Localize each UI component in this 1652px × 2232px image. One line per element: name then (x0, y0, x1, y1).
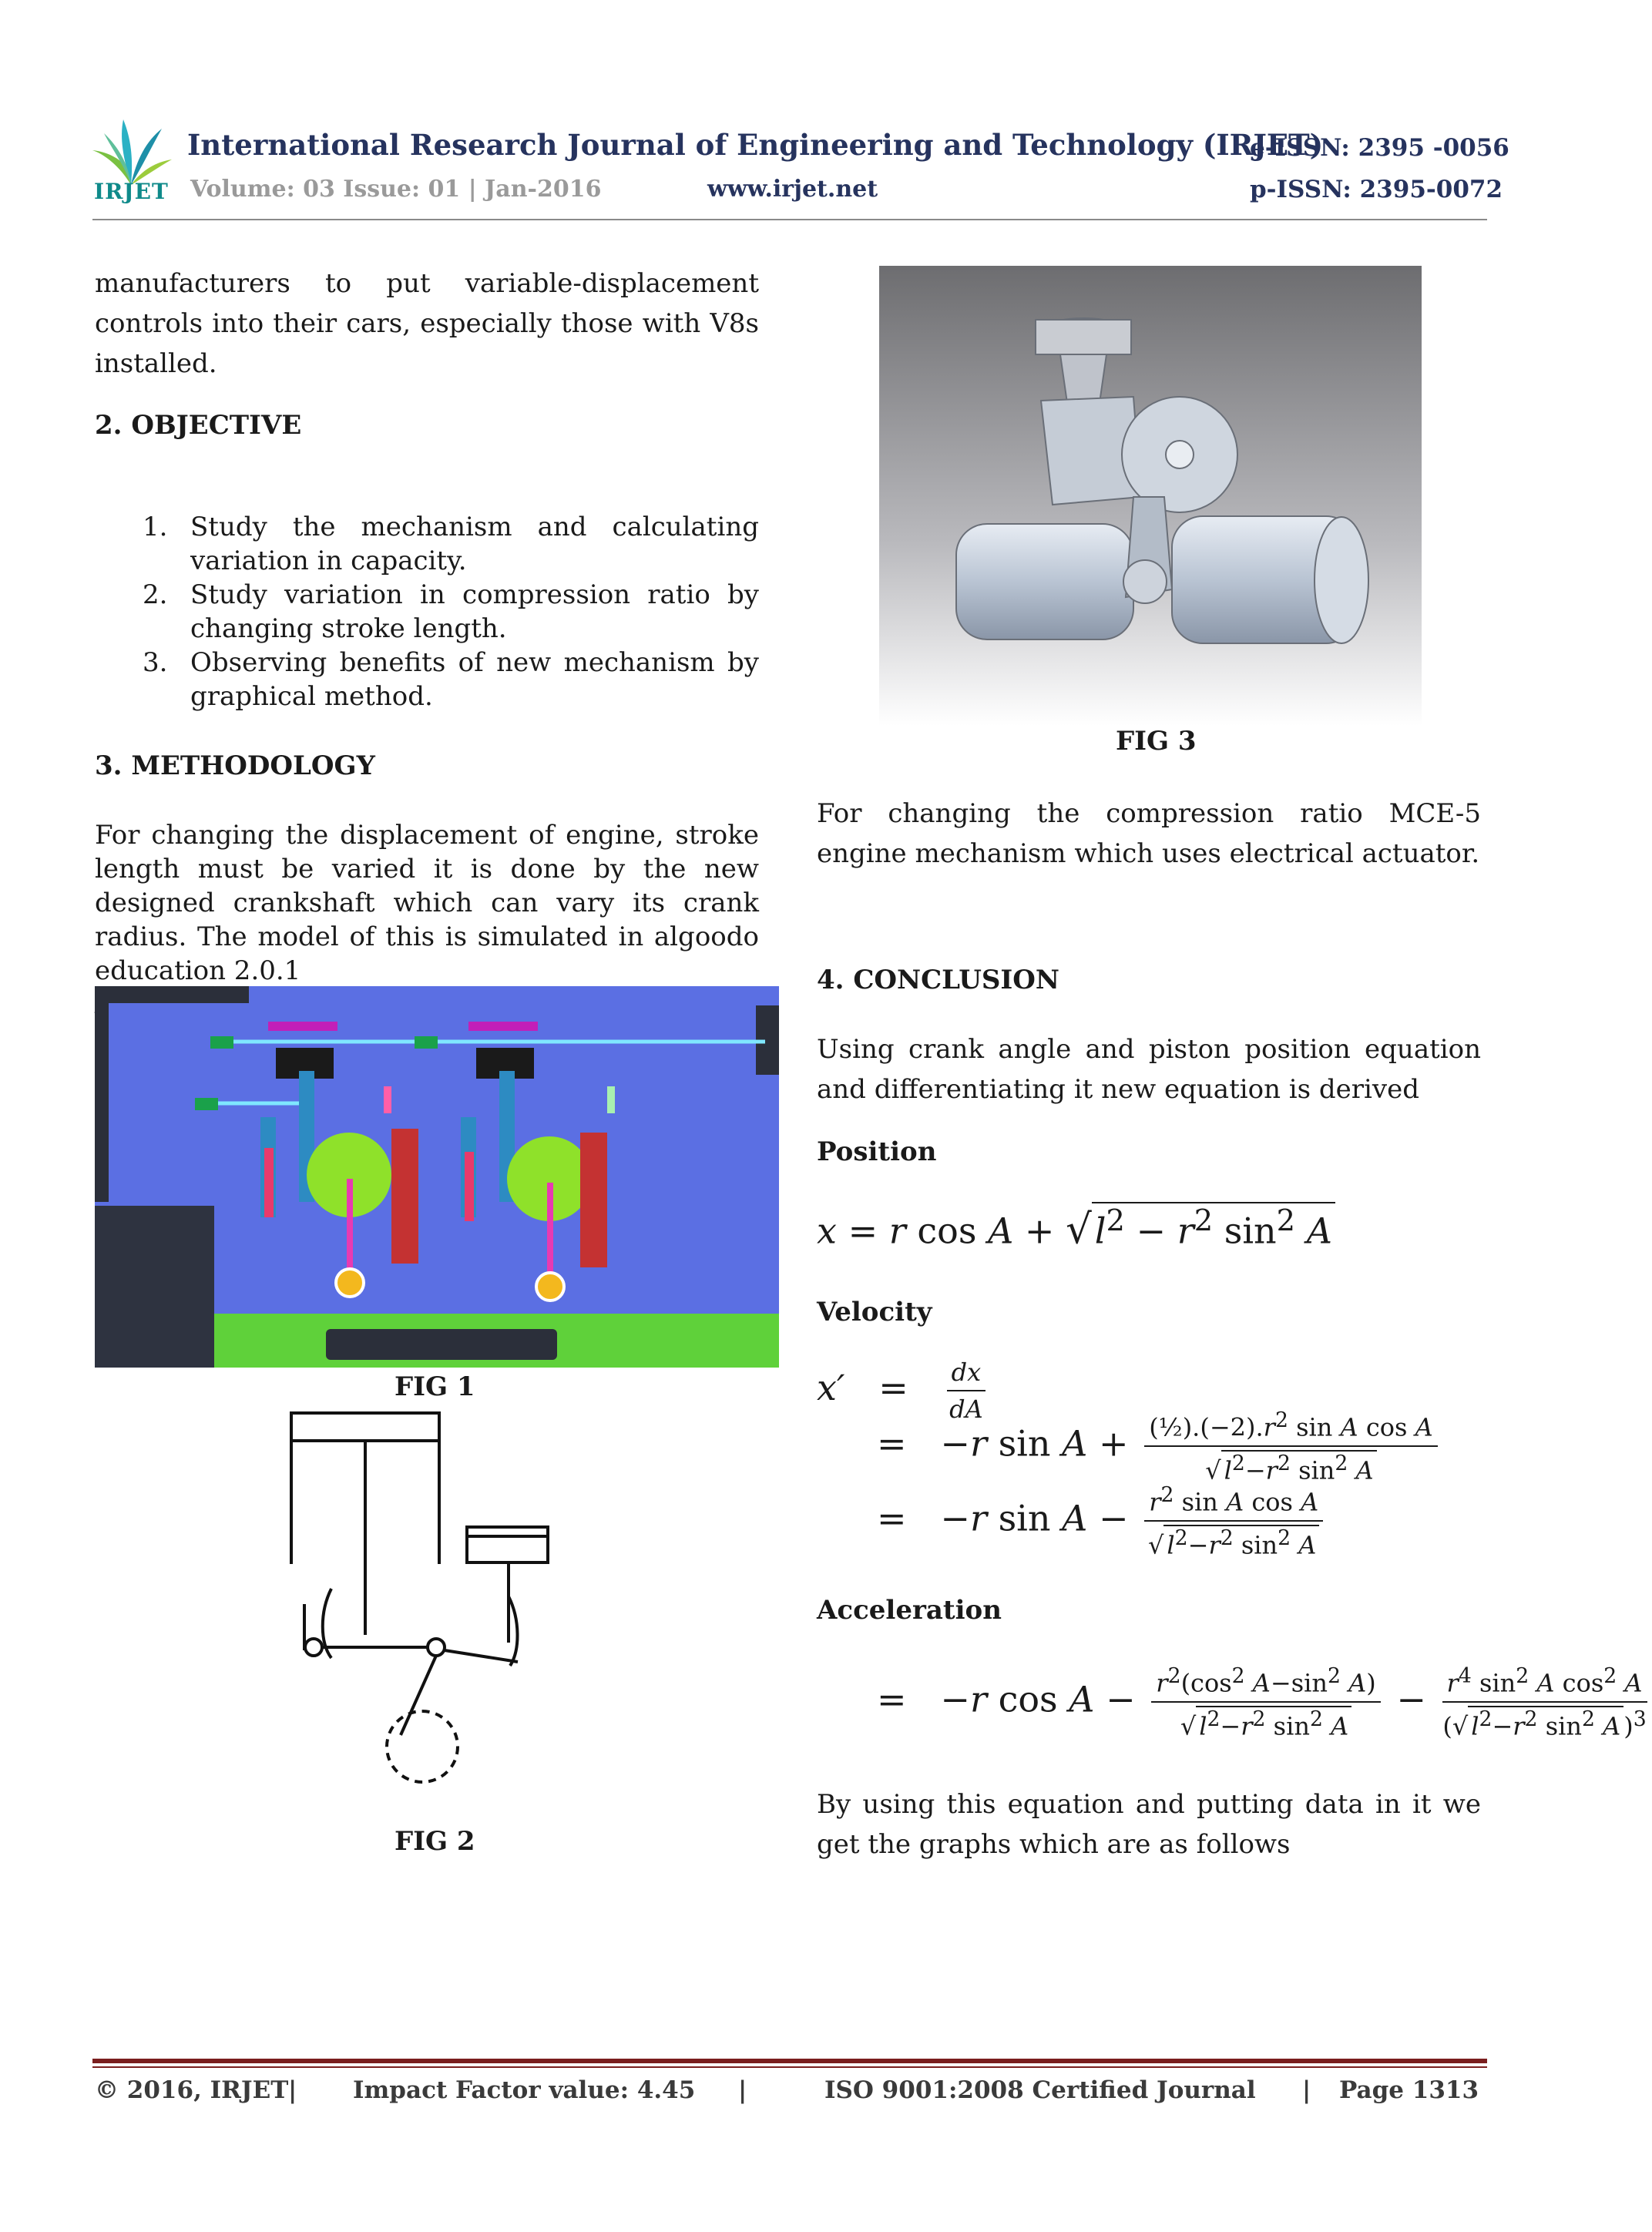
p-issn: p-ISSN: 2395-0072 (1250, 176, 1503, 203)
velocity-equation-line1: x′ = $\frac{dx}{dA}$ (817, 1358, 990, 1424)
e-issn: e-ISSN: 2395 -0056 (1250, 134, 1509, 162)
list-item: 1. Study the mechanism and calculating variation in capacity. (143, 512, 759, 576)
fig1-simulation-image (95, 986, 779, 1368)
website-link[interactable]: www.irjet.net (707, 176, 878, 203)
methodology-paragraph: For changing the displacement of engine, stroke length must be varied it is done by the new designed crankshaft which can vary its crank radius. The model of this is simulated in algoodo education 2.0.1 (95, 820, 759, 986)
fig1-caption: FIG 1 (395, 1371, 475, 1402)
closing-paragraph: By using this equation and putting data in it we get the graphs which are as follows (817, 1789, 1481, 1860)
volume-issue: Volume: 03 Issue: 01 | Jan-2016 (190, 176, 602, 203)
objective-heading: 2. OBJECTIVE (95, 410, 302, 441)
footer-page-number: Page 1313 (1339, 2076, 1479, 2104)
fig2-mechanism-diagram (270, 1396, 593, 1766)
fig2-caption: FIG 2 (395, 1826, 475, 1857)
footer-separator: | (288, 2076, 297, 2104)
footer-impact-factor: Impact Factor value: 4.45 (353, 2076, 696, 2104)
velocity-equation-line3: = −r sin A − $\frac{r^2 \sin A \cos A}{√ l^2-r^2 \sin^2 A}$ (877, 1483, 1328, 1559)
position-heading: Position (817, 1136, 937, 1167)
footer-divider-thin (92, 2066, 1487, 2068)
fig3-caption: FIG 3 (1116, 726, 1197, 757)
compression-paragraph: For changing the compression ratio MCE-5 engine mechanism which uses electrical actuator. (817, 798, 1481, 869)
conclusion-paragraph: Using crank angle and piston position equation and differentiating it new equation is derived (817, 1034, 1481, 1105)
footer-iso: ISO 9001:2008 Certified Journal (824, 2076, 1256, 2104)
journal-title: International Research Journal of Engineering and Technology (IRJET) (187, 128, 1324, 162)
footer-copyright: © 2016, IRJET (95, 2076, 289, 2104)
fig3-3d-model-image (879, 266, 1422, 726)
list-item: 2. Study variation in compression ratio by changing stroke length. (143, 579, 759, 644)
footer-separator: | (1302, 2076, 1311, 2104)
footer-separator: | (738, 2076, 747, 2104)
intro-paragraph: manufacturers to put variable-displacement controls into their cars, especially those with V8s installed. (95, 268, 759, 379)
logo-text: IRJET (94, 179, 169, 204)
list-item: 3. Observing benefits of new mechanism by graphical method. (143, 647, 759, 712)
objectives-list (95, 510, 759, 713)
position-equation: x = r $\cos A + √l^2 - r^2$ $\sin^2 A$ (817, 1202, 1335, 1253)
header-divider (92, 219, 1487, 220)
velocity-equation-line2: = −r sin A + $\frac{(\frac{1}{2}).(-2).r^2 \sin A \cos A}{√ l^2-r^2 \sin^2 A}$ (877, 1408, 1442, 1485)
velocity-heading: Velocity (817, 1297, 932, 1327)
footer-divider-thick (92, 2059, 1487, 2063)
acceleration-heading: Acceleration (817, 1595, 1002, 1626)
conclusion-heading: 4. CONCLUSION (817, 965, 1059, 995)
methodology-heading: 3. METHODOLOGY (95, 750, 375, 781)
acceleration-equation: = −r cos A − $\frac{r^2(\cos^2 A-\sin^2 A)}{√ l^2-r^2 \sin^2 A}$ − $\frac{r^4 \sin^2 A \cos^2 A}{(√ l^2-r^2 \sin^2 A )^3}$ (877, 1664, 1647, 1741)
